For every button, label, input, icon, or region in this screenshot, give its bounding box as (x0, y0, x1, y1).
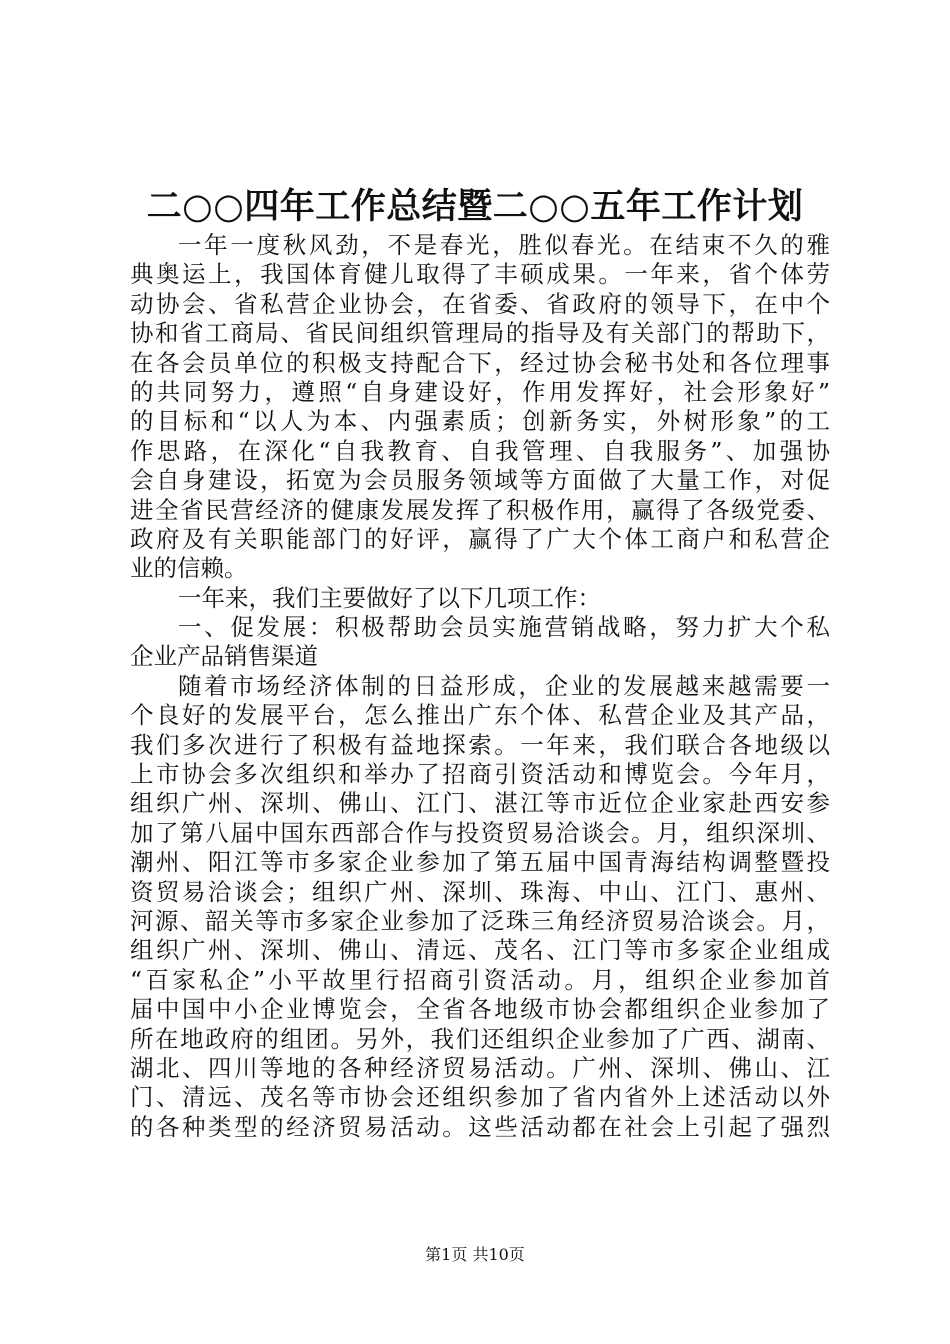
paragraph-line: 政府及有关职能部门的好评，赢得了广大个体工商户和私营企 (130, 524, 830, 553)
paragraph-line: “百家私企”小平故里行招商引资活动。月，组织企业参加首 (130, 965, 830, 994)
paragraph-line: 作思路，在深化“自我教育、自我管理、自我服务”、加强协 (130, 436, 830, 465)
paragraph-line: 的目标和“以人为本、内强素质；创新务实，外树形象”的工 (130, 407, 830, 436)
paragraph-line: 河源、韶关等市多家企业参加了泛珠三角经济贸易洽谈会。月， (130, 906, 830, 935)
paragraph-line: 动协会、省私营企业协会，在省委、省政府的领导下，在中个 (130, 289, 830, 318)
page-footer: 第1页 共10页 (425, 1245, 525, 1264)
paragraph-line: 协和省工商局、省民间组织管理局的指导及有关部门的帮助下， (130, 319, 830, 348)
paragraph-line: 业的信赖。 (130, 554, 248, 583)
paragraph-line: 门、清远、茂名等市协会还组织参加了省内省外上述活动以外 (130, 1083, 830, 1112)
paragraph-line: 一年一度秋风劲，不是春光，胜似春光。在结束不久的雅 (178, 231, 830, 259)
section-heading-line: 企业产品销售渠道 (130, 642, 318, 671)
paragraph-line: 组织广州、深圳、佛山、江门、湛江等市近位企业家赴西安参 (130, 789, 830, 818)
section-heading-line: 一、促发展：积极帮助会员实施营销战略，努力扩大个私 (178, 613, 830, 642)
paragraph-line: 在各会员单位的积极支持配合下，经过协会秘书处和各位理事 (130, 348, 830, 377)
paragraph-line: 一年来，我们主要做好了以下几项工作： (178, 583, 601, 612)
paragraph-line: 的共同努力，遵照“自身建设好，作用发挥好，社会形象好” (130, 377, 830, 406)
paragraph-line: 典奥运上，我国体育健儿取得了丰硕成果。一年来，省个体劳 (130, 260, 830, 289)
paragraph-line: 资贸易洽谈会；组织广州、深圳、珠海、中山、江门、惠州、 (130, 877, 830, 906)
paragraph-line: 个良好的发展平台，怎么推出广东个体、私营企业及其产品， (130, 701, 830, 730)
paragraph-line: 的各种类型的经济贸易活动。这些活动都在社会上引起了强烈 (130, 1112, 830, 1141)
paragraph-line: 届中国中小企业博览会，全省各地级市协会都组织企业参加了 (130, 995, 830, 1024)
paragraph-line: 所在地政府的组团。另外，我们还组织企业参加了广西、湖南、 (130, 1024, 830, 1053)
document-body (130, 231, 830, 1142)
paragraph-line: 潮州、阳江等市多家企业参加了第五届中国青海结构调整暨投 (130, 848, 830, 877)
paragraph-line: 随着市场经济体制的日益形成，企业的发展越来越需要一 (178, 671, 830, 700)
document-title: 二○○四年工作总结暨二○○五年工作计划 (146, 186, 804, 227)
paragraph-line: 会自身建设，拓宽为会员服务领域等方面做了大量工作，对促 (130, 466, 830, 495)
paragraph-line: 组织广州、深圳、佛山、清远、茂名、江门等市多家企业组成 (130, 936, 830, 965)
paragraph-line: 湖北、四川等地的各种经济贸易活动。广州、深圳、佛山、江 (130, 1053, 830, 1082)
paragraph-line: 我们多次进行了积极有益地探索。一年来，我们联合各地级以 (130, 730, 830, 759)
paragraph-line: 进全省民营经济的健康发展发挥了积极作用，赢得了各级党委、 (130, 495, 830, 524)
paragraph-line: 加了第八届中国东西部合作与投资贸易洽谈会。月，组织深圳、 (130, 818, 830, 847)
paragraph-line: 上市协会多次组织和举办了招商引资活动和博览会。今年月， (130, 760, 830, 789)
